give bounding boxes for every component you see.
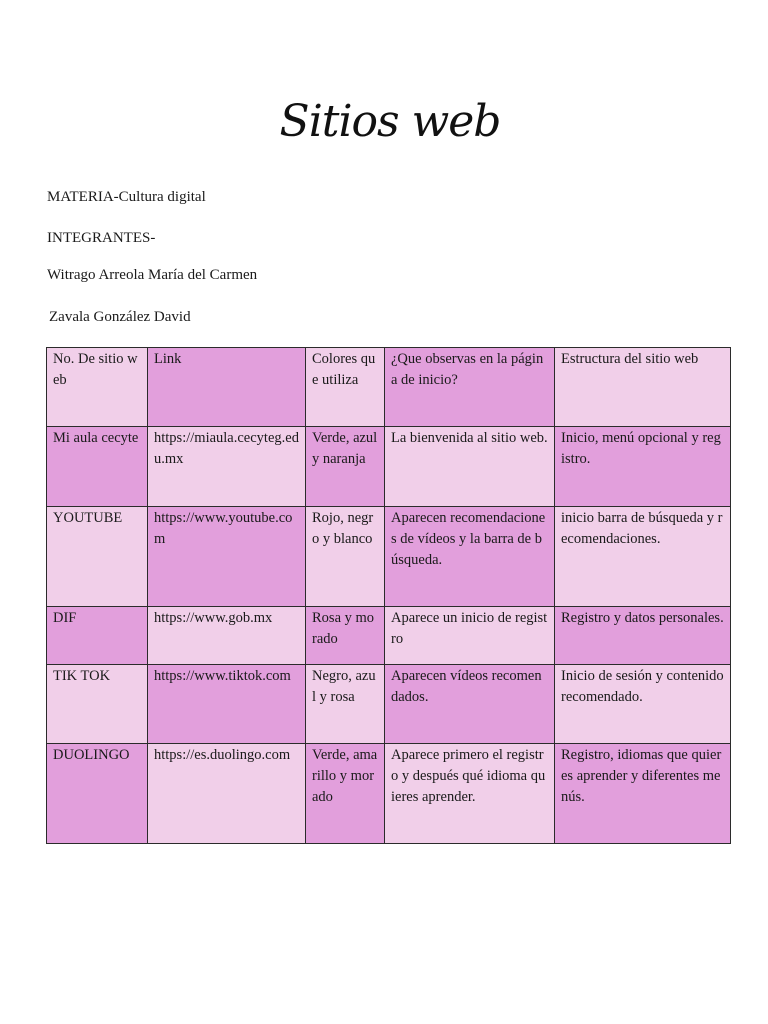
table-cell: Aparecen recomendaciones de vídeos y la barra de búsqueda. xyxy=(385,507,555,607)
table-cell: Inicio, menú opcional y registro. xyxy=(555,427,731,507)
table-cell: Mi aula cecyte xyxy=(47,427,148,507)
header-cell-site: No. De sitio web xyxy=(47,348,148,427)
table-cell: Rojo, negro y blanco xyxy=(306,507,385,607)
table-cell: https://www.tiktok.com xyxy=(148,665,306,744)
header-cell-colors: Colores que utiliza xyxy=(306,348,385,427)
table-cell: Rosa y morado xyxy=(306,607,385,665)
table-cell: TIK TOK xyxy=(47,665,148,744)
subject-line: MATERIA-Cultura digital xyxy=(47,189,206,205)
table-row xyxy=(47,507,731,607)
table-cell: https://es.duolingo.com xyxy=(148,744,306,844)
header-cell-link: Link xyxy=(148,348,306,427)
table-cell: Aparece un inicio de registro xyxy=(385,607,555,665)
table-cell: Registro, idiomas que quieres aprender y diferentes menús. xyxy=(555,744,731,844)
table-header-row xyxy=(47,348,731,427)
table-cell: Verde, amarillo y morado xyxy=(306,744,385,844)
table-row xyxy=(47,744,731,844)
table-cell: Verde, azul y naranja xyxy=(306,427,385,507)
table-cell: https://www.youtube.com xyxy=(148,507,306,607)
member-name-1: Witrago Arreola María del Carmen xyxy=(47,267,258,283)
member-name-2: Zavala González David xyxy=(49,309,191,325)
header-cell-structure: Estructura del sitio web xyxy=(555,348,731,427)
table-cell: Negro, azul y rosa xyxy=(306,665,385,744)
table-cell: YOUTUBE xyxy=(47,507,148,607)
members-label: INTEGRANTES- xyxy=(47,230,156,246)
table-cell: https://www.gob.mx xyxy=(148,607,306,665)
table-cell: Registro y datos personales. xyxy=(555,607,731,665)
websites-table xyxy=(46,347,731,844)
table-cell: https://miaula.cecyteg.edu.mx xyxy=(148,427,306,507)
table-cell: DUOLINGO xyxy=(47,744,148,844)
table-cell: La bienvenida al sitio web. xyxy=(385,427,555,507)
table-cell: DIF xyxy=(47,607,148,665)
table-cell: Inicio de sesión y contenido recomendado. xyxy=(555,665,731,744)
header-cell-observations: ¿Que observas en la página de inicio? xyxy=(385,348,555,427)
table-cell: Aparecen vídeos recomendados. xyxy=(385,665,555,744)
table-cell: Aparece primero el registro y después qué idioma quieres aprender. xyxy=(385,744,555,844)
table-row xyxy=(47,665,731,744)
table-cell: inicio barra de búsqueda y recomendaciones. xyxy=(555,507,731,607)
document-title: Sitios web xyxy=(279,96,501,147)
table-row xyxy=(47,607,731,665)
table-row xyxy=(47,427,731,507)
